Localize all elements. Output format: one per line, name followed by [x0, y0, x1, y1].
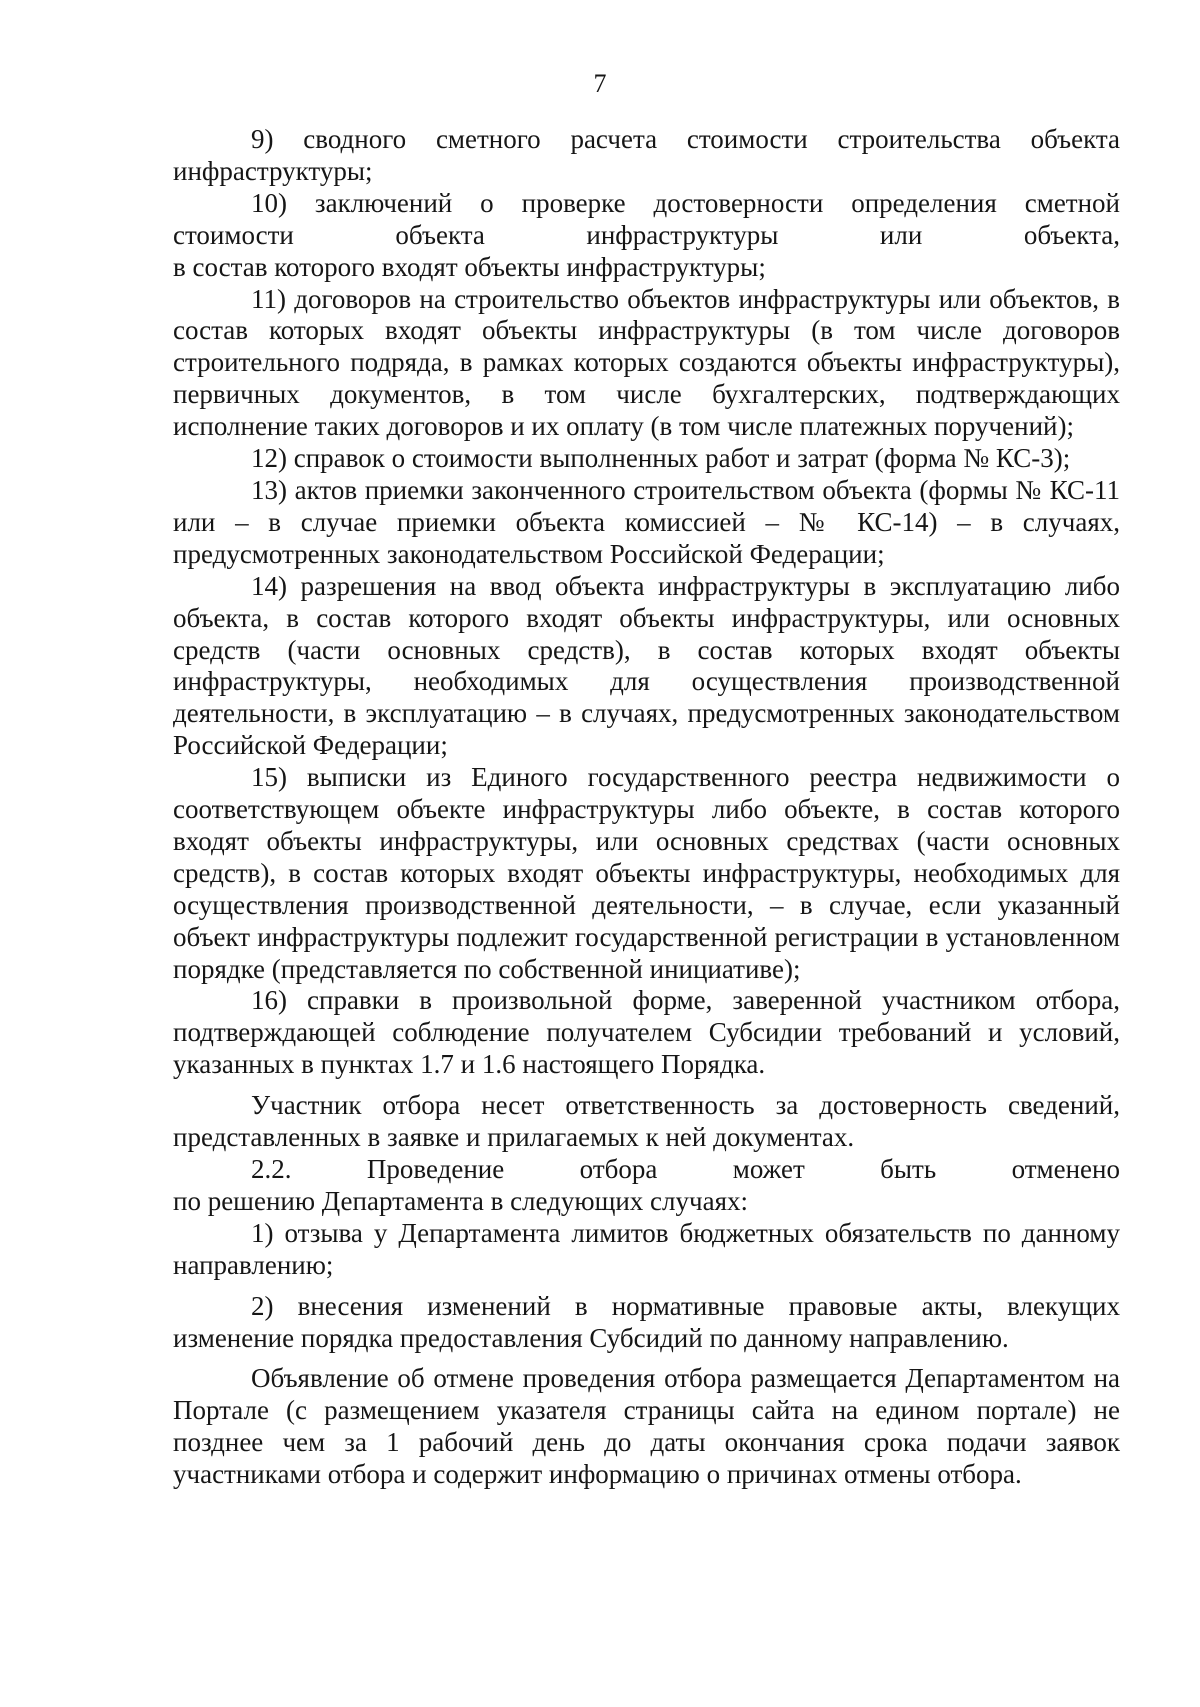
document-body	[173, 124, 1120, 1491]
paragraph-cancellation-notice: Объявление об отмене проведения отбора размещается Департаментом на Портале (с размещением указателя страницы сайта на едином портале) не позднее чем за 1 рабочий день до даты окончания срока подачи заявок участниками отбора и содержит информацию о причинах отмены отбора.	[173, 1363, 1120, 1490]
paragraph-item-11: 11) договоров на строительство объектов инфраструктуры или объектов, в состав которых входят объекты инфраструктуры (в том числе договоров строительного подряда, в рамках которых создаются объекты инфраструктуры), первичных документов, в том числе бухгалтерских, подтверждающих исполнение таких договоров и их оплату (в том числе платежных поручений);	[173, 283, 1120, 442]
paragraph-item-10-continuation: в состав которого входят объекты инфраструктуры;	[173, 251, 766, 282]
paragraph-2-2-continuation: по решению Департамента в следующих случаях:	[173, 1185, 749, 1216]
paragraph-item-14: 14) разрешения на ввод объекта инфраструктуры в эксплуатацию либо объекта, в состав которого входят объекты инфраструктуры, или основных средств (части основных средств), в состав которых входят объекты инфраструктуры, необходимых для осуществления производственной деятельности, в эксплуатацию – в случаях, предусмотренных законодательством Российской Федерации;	[173, 570, 1120, 761]
paragraph-item-10: 10) заключений о проверке достоверности определения сметной стоимости объекта инфраструктуры или объекта,	[173, 187, 1120, 250]
paragraph-item-13: 13) актов приемки законченного строительством объекта (формы № КС-11 или – в случае приемки объекта комиссией – № КС-14) – в случаях, предусмотренных законодательством Российской Федерации;	[173, 474, 1120, 569]
paragraph-item-15: 15) выписки из Единого государственного реестра недвижимости о соответствующем объекте инфраструктуры либо объекте, в состав которого входят объекты инфраструктуры, или основных средствах (части основных средств), в состав которых входят объекты инфраструктуры, необходимых для осуществления производственной деятельности, – в случае, если указанный объект инфраструктуры подлежит государственной регистрации в установленном порядке (представляется по собственной инициативе);	[173, 762, 1120, 984]
paragraph-item-16: 16) справки в произвольной форме, заверенной участником отбора, подтверждающей соблюдение получателем Субсидии требований и условий, указанных в пунктах 1.7 и 1.6 настоящего Порядка.	[173, 985, 1120, 1080]
paragraph-item-9: 9) сводного сметного расчета стоимости строительства объекта инфраструктуры;	[173, 124, 1120, 186]
paragraph-item-12: 12) справок о стоимости выполненных работ и затрат (форма № КС-3);	[251, 443, 1071, 474]
paragraph-responsibility: Участник отбора несет ответственность за достоверность сведений, представленных в заявке и прилагаемых к ней документах.	[173, 1090, 1120, 1153]
page-number: 7	[593, 69, 607, 98]
paragraph-case-2: 2) внесения изменений в нормативные правовые акты, влекущих изменение порядка предоставления Субсидий по данному направлению.	[173, 1290, 1120, 1353]
paragraph-2-2: 2.2. Проведение отбора может быть отменено	[251, 1154, 1120, 1184]
paragraph-case-1: 1) отзыва у Департамента лимитов бюджетных обязательств по данному направлению;	[173, 1217, 1120, 1280]
